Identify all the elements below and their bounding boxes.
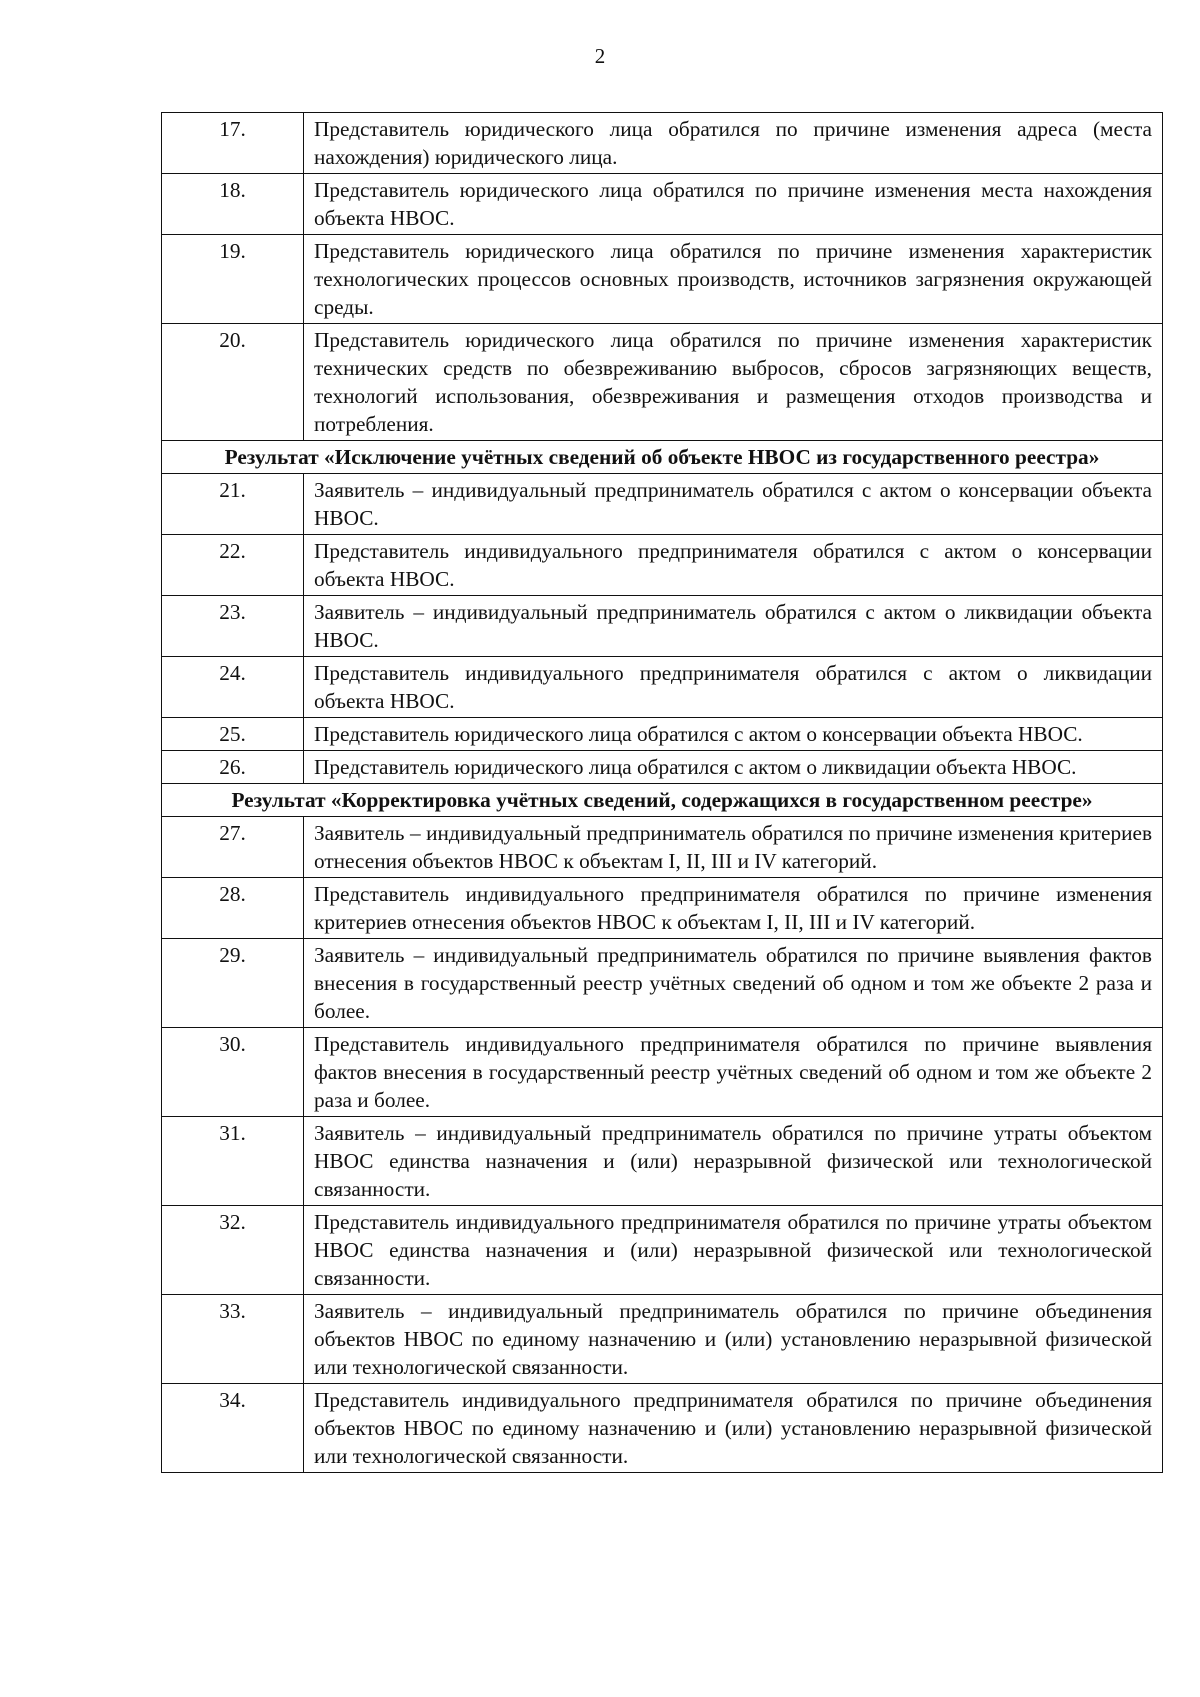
row-number: 33.: [162, 1295, 304, 1384]
page-number: 2: [594, 44, 606, 68]
row-text: Представитель юридического лица обратился по причине изменения адреса (места нахождения) юридического лица.: [304, 113, 1163, 174]
row-number: 26.: [162, 751, 304, 784]
row-text: Представитель юридического лица обратился по причине изменения характеристик технологических процессов основных производств, источников загрязнения окружающей среды.: [304, 235, 1163, 324]
row-text: Представитель индивидуального предпринимателя обратился по причине выявления фактов внесения в государственный реестр учётных сведений об одном и том же объекте 2 раза и более.: [304, 1028, 1163, 1117]
table-row: [162, 718, 1163, 751]
row-number: 23.: [162, 596, 304, 657]
row-number: 30.: [162, 1028, 304, 1117]
row-text: Заявитель – индивидуальный предприниматель обратился по причине утраты объектом НВОС единства назначения и (или) неразрывной физической или технологической связанности.: [304, 1117, 1163, 1206]
row-text: Заявитель – индивидуальный предприниматель обратился с актом о консервации объекта НВОС.: [304, 474, 1163, 535]
table-row: [162, 939, 1163, 1028]
row-text: Заявитель – индивидуальный предприниматель обратился с актом о ликвидации объекта НВОС.: [304, 596, 1163, 657]
row-number: 18.: [162, 174, 304, 235]
table-row: [162, 1028, 1163, 1117]
table-row: [162, 1117, 1163, 1206]
table-row: [162, 474, 1163, 535]
row-number: 21.: [162, 474, 304, 535]
row-text: Представитель индивидуального предпринимателя обратился по причине объединения объектов НВОС по единому назначению и (или) установлению неразрывной физической или технологической связанности.: [304, 1384, 1163, 1473]
row-text: Представитель юридического лица обратился с актом о ликвидации объекта НВОС.: [304, 751, 1163, 784]
table-row: [162, 1384, 1163, 1473]
variants-table: [161, 112, 1163, 1473]
row-number: 25.: [162, 718, 304, 751]
table-row: [162, 817, 1163, 878]
row-text: Заявитель – индивидуальный предприниматель обратился по причине объединения объектов НВОС по единому назначению и (или) установлению неразрывной физической или технологической связанности.: [304, 1295, 1163, 1384]
section-heading: Результат «Исключение учётных сведений об объекте НВОС из государственного реестра»: [162, 441, 1163, 474]
row-text: Представитель индивидуального предпринимателя обратился с актом о ликвидации объекта НВОС.: [304, 657, 1163, 718]
table-row: [162, 878, 1163, 939]
row-number: 32.: [162, 1206, 304, 1295]
row-number: 22.: [162, 535, 304, 596]
row-text: Представитель индивидуального предпринимателя обратился по причине изменения критериев отнесения объектов НВОС к объектам I, II, III и IV категорий.: [304, 878, 1163, 939]
row-number: 34.: [162, 1384, 304, 1473]
table-row: [162, 657, 1163, 718]
row-text: Представитель юридического лица обратился по причине изменения места нахождения объекта НВОС.: [304, 174, 1163, 235]
section-heading-row: [162, 441, 1163, 474]
section-heading: Результат «Корректировка учётных сведений, содержащихся в государственном реестре»: [162, 784, 1163, 817]
row-number: 27.: [162, 817, 304, 878]
table-row: [162, 751, 1163, 784]
table-row: [162, 596, 1163, 657]
row-text: Заявитель – индивидуальный предприниматель обратился по причине выявления фактов внесения в государственный реестр учётных сведений об одном и том же объекте 2 раза и более.: [304, 939, 1163, 1028]
table-row: [162, 174, 1163, 235]
row-text: Представитель индивидуального предпринимателя обратился с актом о консервации объекта НВОС.: [304, 535, 1163, 596]
table-row: [162, 535, 1163, 596]
row-number: 19.: [162, 235, 304, 324]
table-row: [162, 1295, 1163, 1384]
table-body: [162, 113, 1163, 1473]
row-text: Представитель юридического лица обратился по причине изменения характеристик технических средств по обезвреживанию выбросов, сбросов загрязняющих веществ, технологий использования, обезвреживания и размещения отходов производства и потребления.: [304, 324, 1163, 441]
row-number: 28.: [162, 878, 304, 939]
section-heading-row: [162, 784, 1163, 817]
table-row: [162, 324, 1163, 441]
row-number: 24.: [162, 657, 304, 718]
row-number: 17.: [162, 113, 304, 174]
row-text: Заявитель – индивидуальный предприниматель обратился по причине изменения критериев отнесения объектов НВОС к объектам I, II, III и IV категорий.: [304, 817, 1163, 878]
table-row: [162, 1206, 1163, 1295]
row-number: 31.: [162, 1117, 304, 1206]
row-text: Представитель юридического лица обратился с актом о консервации объекта НВОС.: [304, 718, 1163, 751]
row-number: 29.: [162, 939, 304, 1028]
table-row: [162, 235, 1163, 324]
row-number: 20.: [162, 324, 304, 441]
row-text: Представитель индивидуального предпринимателя обратился по причине утраты объектом НВОС единства назначения и (или) неразрывной физической или технологической связанности.: [304, 1206, 1163, 1295]
table-row: [162, 113, 1163, 174]
